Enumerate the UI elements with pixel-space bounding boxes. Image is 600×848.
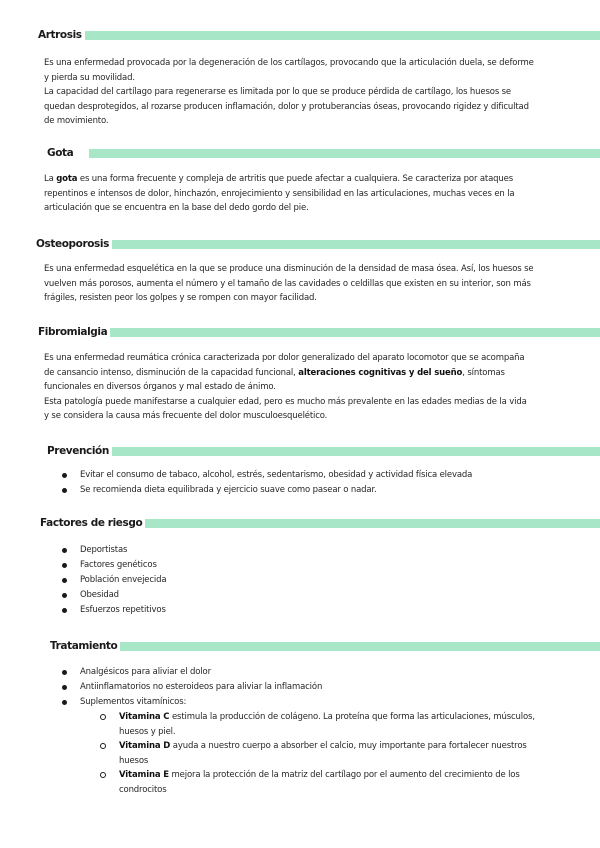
list-item: Obesidad — [62, 588, 552, 603]
gota-rest: es una forma frecuente y compleja de artritis que puede afectar a cualquiera. Se caracteriza por ataques repentinos e intensos de dolor, hinchazón, enrojecimiento y sensibilidad en las articulaciones, muchas veces en la articulación que se encuentra en la base del dedo gordo del pie. — [44, 174, 515, 213]
heading-bar — [89, 149, 600, 158]
heading-factores-title: Factores de riesgo — [40, 517, 143, 529]
heading-gota — [47, 145, 600, 161]
list-item: Factores genéticos — [62, 558, 552, 573]
factores-list — [62, 543, 552, 618]
heading-bar — [112, 447, 600, 456]
list-item: Antiinflamatorios no esteroideos para aliviar la inflamación — [62, 680, 552, 695]
vitamin-name: Vitamina C — [119, 712, 170, 722]
heading-bar — [120, 642, 600, 651]
list-item: Evitar el consumo de tabaco, alcohol, estrés, sedentarismo, obesidad y actividad física elevada — [62, 468, 552, 483]
fibromialgia-rest: , síntomas funcionales en diversos órganos y mal estado de ánimo. — [44, 367, 505, 392]
artrosis-text — [44, 56, 534, 129]
heading-osteoporosis — [36, 236, 600, 252]
gota-paragraph — [44, 172, 534, 216]
vitamins-list — [100, 710, 552, 797]
fibromialgia-bold-term: alteraciones cognitivas y del sueño — [298, 367, 463, 378]
list-item — [62, 695, 552, 797]
vitamin-text: mejora la protección de la matriz del cartílago por el aumento del crecimiento de los condrocitos — [119, 770, 520, 795]
vitamin-name: Vitamina E — [119, 770, 169, 780]
gota-bold-term: gota — [56, 174, 78, 184]
gota-lead: La — [44, 174, 57, 184]
artrosis-paragraph-1: Es una enfermedad provocada por la degeneración de los cartílagos, provocando que la articulación duela, se deforme y pierda su movilidad. — [44, 58, 534, 83]
list-item: Analgésicos para aliviar el dolor — [62, 665, 552, 680]
heading-artrosis-title: Artrosis — [38, 29, 82, 41]
list-item: Población envejecida — [62, 573, 552, 588]
list-item: Deportistas — [62, 543, 552, 558]
osteoporosis-paragraph: Es una enfermedad esquelética en la que se produce una disminución de la densidad de masa ósea. Así, los huesos se vuelven más porosos, aumenta el número y el tamaño de las cavidades o celdillas que existen en su interior, son más frágiles, resisten peor los golpes y se rompen con mayor facilidad. — [44, 264, 534, 303]
fibromialgia-lead: Es una enfermedad reumática crónica caracterizada por dolor generalizado del aparato locomotor que se acompaña de cansancio intenso, disminución de la capacidad funcional, — [44, 353, 525, 378]
tratamiento-list — [62, 665, 552, 797]
heading-prevencion — [47, 443, 600, 459]
fibromialgia-paragraph-2: Esta patología puede manifestarse a cualquier edad, pero es mucho más prevalente en las edades medias de la vida y se considera la causa más frecuente del dolor musculoesquelético. — [44, 396, 527, 421]
heading-fibromialgia-title: Fibromialgia — [38, 326, 108, 338]
vitamin-text: estimula la producción de colágeno. La proteína que forma las articulaciones, músculos, huesos y piel. — [119, 712, 535, 737]
artrosis-paragraph-2: La capacidad del cartílago para regenerarse es limitada por lo que se produce pérdida de cartílago, los huesos se quedan desprotegidos, al rozarse producen inflamación, dolor y protuberancias óseas, provocando rigidez y dificultad de movimiento. — [44, 87, 529, 126]
list-item: Esfuerzos repetitivos — [62, 603, 552, 618]
vitamin-text: ayuda a nuestro cuerpo a absorber el calcio, muy importante para fortalecer nuestros huesos — [119, 741, 527, 766]
heading-bar — [145, 519, 600, 528]
heading-factores — [40, 515, 600, 531]
heading-bar — [110, 328, 600, 337]
fibromialgia-paragraph-1 — [44, 351, 534, 395]
vitamin-item — [100, 710, 552, 739]
heading-tratamiento — [50, 638, 600, 654]
prevencion-list — [62, 468, 552, 498]
vitamin-item — [100, 739, 552, 768]
vitamin-item — [100, 768, 552, 797]
heading-bar — [85, 31, 600, 40]
list-item-label: Suplementos vitamínicos: — [80, 697, 187, 707]
gota-text — [44, 172, 534, 216]
vitamin-name: Vitamina D — [119, 741, 171, 751]
heading-osteoporosis-title: Osteoporosis — [36, 238, 109, 250]
fibromialgia-text — [44, 351, 534, 424]
heading-tratamiento-title: Tratamiento — [50, 640, 118, 652]
heading-gota-title: Gota — [47, 147, 74, 159]
heading-artrosis — [38, 27, 600, 43]
heading-bar — [112, 240, 600, 249]
osteoporosis-text — [44, 262, 534, 306]
heading-fibromialgia — [38, 324, 600, 340]
heading-prevencion-title: Prevención — [47, 445, 109, 457]
list-item: Se recomienda dieta equilibrada y ejercicio suave como pasear o nadar. — [62, 483, 552, 498]
